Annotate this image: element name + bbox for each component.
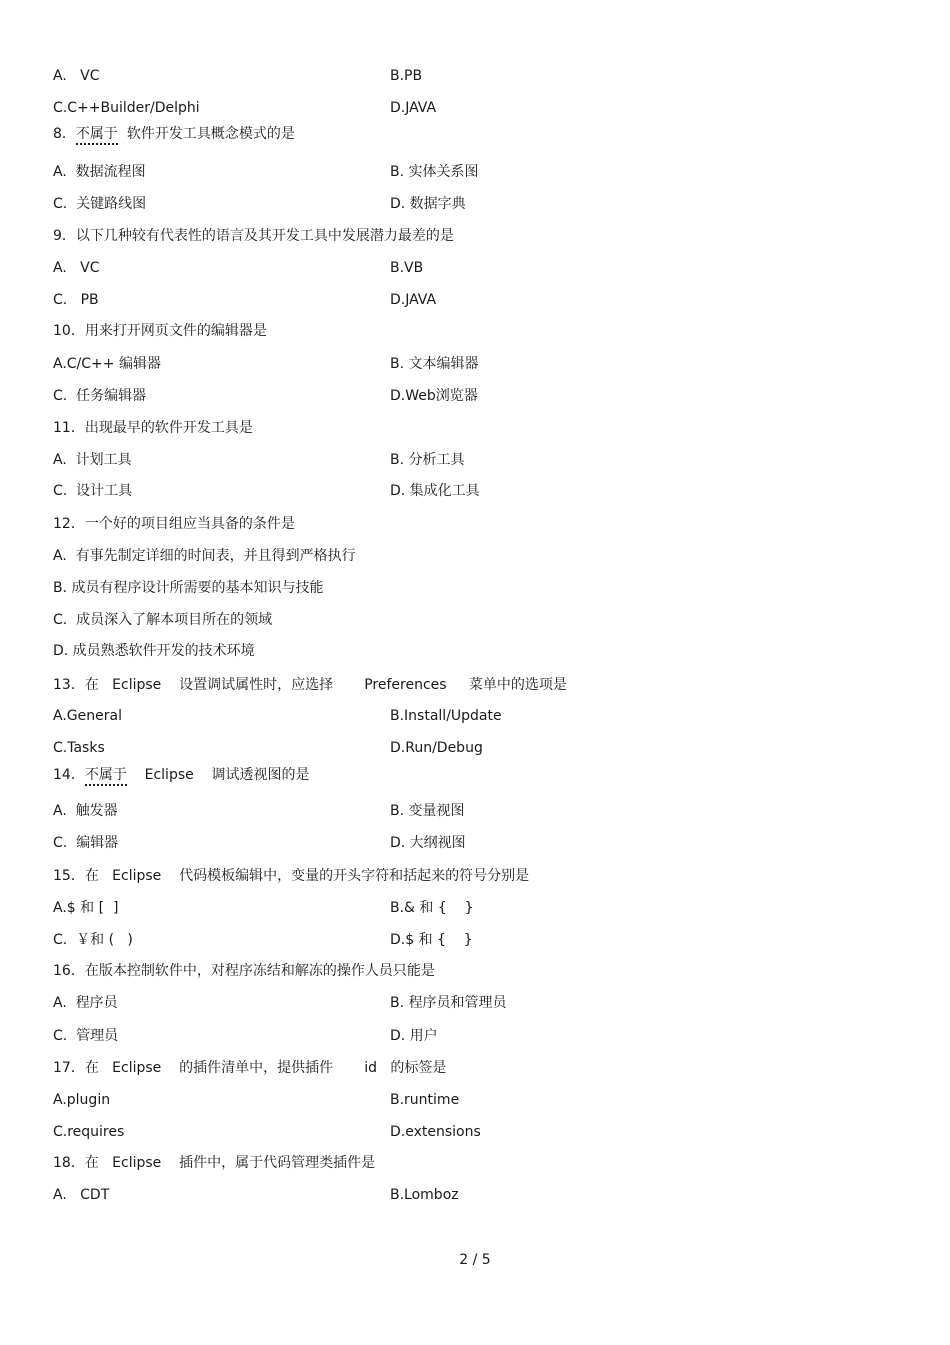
question-12: 12．一个好的项目组应当具备的条件是 [53, 516, 295, 532]
question-number: 8． [53, 126, 76, 142]
option-c: C. 成员深入了解本项目所在的领域 [53, 612, 273, 628]
option-a: A. 触发器 [53, 803, 118, 819]
option-a: A. CDT [53, 1187, 110, 1203]
option-b: B. 文本编辑器 [390, 356, 479, 372]
question-18: 18．在 Eclipse 插件中，属于代码管理类插件是 [53, 1155, 376, 1171]
option-d: D. 大纲视图 [390, 835, 466, 851]
emphasis-text: 不属于 [76, 126, 118, 145]
option-a: A. 计划工具 [53, 452, 132, 468]
option-c: C.Tasks [53, 740, 105, 756]
question-14 [53, 766, 310, 784]
option-c: C. PB [53, 292, 99, 308]
question-10: 10．用来打开网页文件的编辑器是 [53, 323, 267, 339]
question-text: 软件开发工具概念模式的是 [117, 126, 295, 142]
option-b: B.Lomboz [390, 1187, 459, 1203]
option-b: B. 实体关系图 [390, 164, 479, 180]
question-9: 9．以下几种较有代表性的语言及其开发工具中发展潜力最差的是 [53, 228, 454, 244]
option-c: C. 关键路线图 [53, 196, 147, 212]
question-17: 17．在 Eclipse 的插件清单中，提供插件 id 的标签是 [53, 1060, 447, 1076]
emphasis-text: 不属于 [85, 767, 127, 786]
option-a: A.$ 和 [ ] [53, 900, 119, 916]
option-b: B. 程序员和管理员 [390, 995, 507, 1011]
option-d: D.Web浏览器 [390, 388, 478, 404]
option-b: B.& 和 { } [390, 900, 474, 916]
option-b: B.runtime [390, 1092, 460, 1108]
option-c: C.requires [53, 1124, 125, 1140]
question-text: Eclipse 调试透视图的是 [126, 767, 310, 783]
option-c: C.C++Builder/Delphi [53, 100, 200, 116]
option-c: C. 任务编辑器 [53, 388, 147, 404]
option-d: D. 成员熟悉软件开发的技术环境 [53, 643, 255, 659]
question-15: 15．在 Eclipse 代码模板编辑中，变量的开头字符和括起来的符号分别是 [53, 868, 530, 884]
question-13: 13．在 Eclipse 设置调试属性时，应选择 Preferences 菜单中的选项是 [53, 677, 567, 693]
option-a: A. VC [53, 68, 100, 84]
question-11: 11．出现最早的软件开发工具是 [53, 420, 253, 436]
page-number: 2 / 5 [459, 1252, 491, 1268]
option-d: D.Run/Debug [390, 740, 483, 756]
question-16: 16．在版本控制软件中，对程序冻结和解冻的操作人员只能是 [53, 963, 435, 979]
question-number: 14． [53, 767, 85, 783]
option-b: B.Install/Update [390, 708, 502, 724]
option-d: D. 用户 [390, 1028, 438, 1044]
option-d: D.JAVA [390, 292, 437, 308]
option-a: A.General [53, 708, 122, 724]
option-c: C. ￥和 ( ) [53, 932, 133, 948]
option-b: B. 成员有程序设计所需要的基本知识与技能 [53, 580, 324, 596]
option-d: D.extensions [390, 1124, 481, 1140]
option-a: A.plugin [53, 1092, 111, 1108]
option-a: A. VC [53, 260, 100, 276]
option-c: C. 设计工具 [53, 483, 133, 499]
option-d: D.$ 和 { } [390, 932, 473, 948]
question-8 [53, 125, 295, 143]
option-a: A.C/C++ 编辑器 [53, 356, 161, 372]
option-b: B. 变量视图 [390, 803, 465, 819]
option-d: D. 集成化工具 [390, 483, 480, 499]
option-d: D. 数据字典 [390, 196, 466, 212]
option-a: A. 程序员 [53, 995, 118, 1011]
option-c: C. 管理员 [53, 1028, 119, 1044]
option-d: D.JAVA [390, 100, 437, 116]
option-b: B.VB [390, 260, 424, 276]
option-b: B.PB [390, 68, 423, 84]
option-a: A. 数据流程图 [53, 164, 146, 180]
option-a: A. 有事先制定详细的时间表，并且得到严格执行 [53, 548, 356, 564]
option-b: B. 分析工具 [390, 452, 465, 468]
option-c: C. 编辑器 [53, 835, 119, 851]
